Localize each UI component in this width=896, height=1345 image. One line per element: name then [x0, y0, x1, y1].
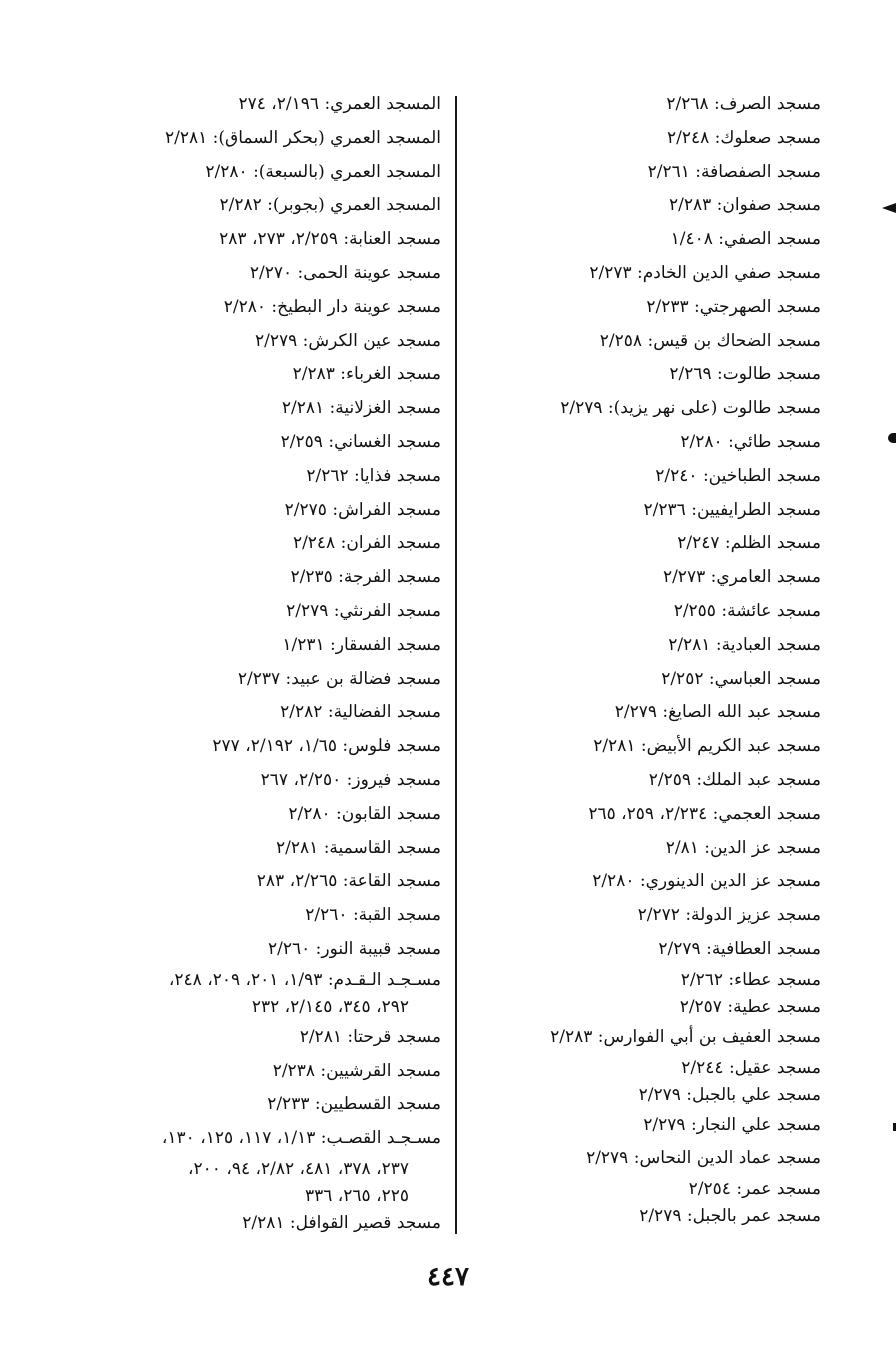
index-entry: مسجد الفراش: ٢/٢٧٥ — [284, 499, 441, 520]
index-entry: مسجد الغرباء: ٢/٢٨٣ — [292, 364, 441, 385]
index-entry: مسجد عقيل: ٢/٢٤٤ — [681, 1057, 821, 1078]
index-entry: مسـجـد القصـب: ١/١٣، ١١٧، ١٢٥، ١٣٠، — [161, 1128, 441, 1149]
index-entry: مسجد طالوت: ٢/٢٦٩ — [669, 364, 821, 385]
index-entry: مسجد الفرنثي: ٢/٢٧٩ — [286, 600, 441, 621]
index-entry: مسجد عبد الكريم الأبيض: ٢/٢٨١ — [593, 736, 821, 757]
index-entry: المسجد العمري (بحكر السماق): ٢/٢٨١ — [164, 127, 441, 148]
index-entry: مسجد عز الدين الدينوري: ٢/٢٨٠ — [592, 871, 821, 892]
index-entry: مسجد عوينة دار البطيخ: ٢/٢٨٠ — [223, 296, 441, 317]
index-entry: مسجد فضالة بن عبيد: ٢/٢٣٧ — [237, 668, 441, 689]
index-entry: مسجد عزيز الدولة: ٢/٢٧٢ — [637, 905, 821, 926]
index-entry: مسجد القابون: ٢/٢٨٠ — [288, 803, 441, 824]
index-entry: مسجد قبيبة النور: ٢/٢٦٠ — [267, 938, 441, 959]
column-divider — [455, 96, 457, 1234]
index-entry: مسجد الضحاك بن قيس: ٢/٢٥٨ — [599, 330, 821, 351]
index-entry-continuation: ٢٣٧، ٣٧٨، ٤٨١، ٢/٨٢، ٩٤، ٢٠٠، — [188, 1158, 409, 1179]
index-entry: مسجد الصفصافة: ٢/٢٦١ — [647, 161, 821, 182]
index-entry: مسجد الفسقار: ١/٢٣١ — [282, 634, 441, 655]
edge-mark-dot — [888, 433, 896, 443]
index-entry: مسجد طائي: ٢/٢٨٠ — [680, 431, 821, 452]
index-entry: مسجد عين الكرش: ٢/٢٧٩ — [254, 330, 441, 351]
index-entry: مسجد الفرجة: ٢/٢٣٥ — [290, 567, 441, 588]
index-entry: مسجد فلوس: ١/٦٥، ٢/١٩٢، ٢٧٧ — [212, 736, 441, 757]
index-entry: مسجد العنابة: ٢/٢٥٩، ٢٧٣، ٢٨٣ — [219, 229, 441, 250]
left-index-column — [56, 88, 441, 1237]
index-entry: مسـجـد الـقـدم: ١/٩٣، ٢٠١، ٢٠٩، ٢٤٨، — [168, 969, 441, 990]
index-entry: مسجد القرشيين: ٢/٢٣٨ — [272, 1060, 441, 1081]
index-entry: مسجد الظلم: ٢/٢٤٧ — [677, 533, 821, 554]
index-entry: مسجد القبة: ٢/٢٦٠ — [305, 905, 441, 926]
index-entry: المسجد العمري: ٢/١٩٦، ٢٧٤ — [238, 94, 441, 114]
index-entry: مسجد صفوان: ٢/٢٨٣ — [669, 195, 821, 216]
index-entry: مسجد قرحتا: ٢/٢٨١ — [299, 1026, 441, 1047]
index-entry: مسجد عماد الدين النحاس: ٢/٢٧٩ — [586, 1148, 821, 1169]
index-entry: مسجد عطية: ٢/٢٥٧ — [679, 996, 821, 1017]
index-entry-continuation: ٢٩٢، ٣٤٥، ٢/١٤٥، ٢٣٢ — [251, 996, 409, 1017]
index-entry: مسجد علي النجار: ٢/٢٧٩ — [643, 1114, 821, 1135]
index-entry: مسجد عائشة: ٢/٢٥٥ — [673, 600, 821, 621]
edge-mark-arrow — [882, 203, 896, 213]
index-entry: المسجد العمري (بالسبعة): ٢/٢٨٠ — [205, 161, 441, 182]
index-entry: مسجد العبادية: ٢/٢٨١ — [668, 634, 821, 655]
right-index-column — [451, 88, 821, 1230]
index-entry: مسجد عطاء: ٢/٢٦٢ — [680, 969, 821, 990]
index-entry: مسجد الصفي: ١/٤٠٨ — [670, 229, 821, 250]
index-entry: مسجد علي بالجبل: ٢/٢٧٩ — [638, 1084, 821, 1105]
index-entry: مسجد العجمي: ٢/٢٣٤، ٢٥٩، ٢٦٥ — [588, 803, 821, 824]
index-entry: مسجد فذايا: ٢/٢٦٢ — [306, 465, 441, 486]
index-entry: مسجد الصهرجتي: ٢/٢٣٣ — [646, 296, 821, 317]
index-entry: مسجد الغساني: ٢/٢٥٩ — [280, 431, 441, 452]
index-entry: مسجد عز الدين: ٢/٨١ — [665, 837, 821, 858]
index-entry: مسجد عمر بالجبل: ٢/٢٧٩ — [639, 1206, 821, 1227]
index-entry: مسجد القاعة: ٢/٢٦٥، ٢٨٣ — [256, 871, 441, 892]
index-entry: المسجد العمري (بجوبر): ٢/٢٨٢ — [219, 195, 441, 216]
index-entry: مسجد عمر: ٢/٢٥٤ — [688, 1179, 821, 1200]
index-entry: مسجد عوينة الحمى: ٢/٢٧٠ — [249, 262, 441, 283]
index-entry: مسجد الفران: ٢/٢٤٨ — [292, 533, 441, 554]
index-entry: مسجد صعلوك: ٢/٢٤٨ — [666, 127, 821, 148]
index-entry: مسجد الصرف: ٢/٢٦٨ — [666, 94, 821, 114]
index-entry: مسجد الفضالية: ٢/٢٨٢ — [280, 702, 441, 723]
page-number: ٤٤٧ — [427, 1262, 469, 1292]
index-entry: مسجد العطافية: ٢/٢٧٩ — [658, 938, 821, 959]
index-entry: مسجد فيروز: ٢/٢٥٠، ٢٦٧ — [260, 769, 441, 790]
index-entry: مسجد الطرايفيين: ٢/٢٣٦ — [643, 499, 821, 520]
index-entry: مسجد الغزلانية: ٢/٢٨١ — [281, 398, 441, 419]
index-entry: مسجد الطباخين: ٢/٢٤٠ — [655, 465, 821, 486]
index-entry: مسجد القسطيين: ٢/٢٣٣ — [267, 1094, 441, 1115]
index-entry: مسجد عبد الملك: ٢/٢٥٩ — [648, 769, 821, 790]
index-entry: مسجد طالوت (على نهر يزيد): ٢/٢٧٩ — [560, 398, 821, 419]
index-entry: مسجد العباسي: ٢/٢٥٢ — [661, 668, 821, 689]
index-entry: مسجد عبد الله الصايغ: ٢/٢٧٩ — [614, 702, 821, 723]
index-entry: مسجد صفي الدين الخادم: ٢/٢٧٣ — [589, 262, 821, 283]
index-entry: مسجد العامري: ٢/٢٧٣ — [662, 567, 821, 588]
index-entry: مسجد قصير القوافل: ٢/٢٨١ — [242, 1212, 441, 1233]
index-entry-continuation: ٢٢٥، ٢٦٥، ٣٣٦ — [305, 1185, 409, 1206]
index-entry: مسجد العفيف بن أبي الفوارس: ٢/٢٨٣ — [550, 1026, 821, 1047]
index-entry: مسجد القاسمية: ٢/٢٨١ — [276, 837, 441, 858]
